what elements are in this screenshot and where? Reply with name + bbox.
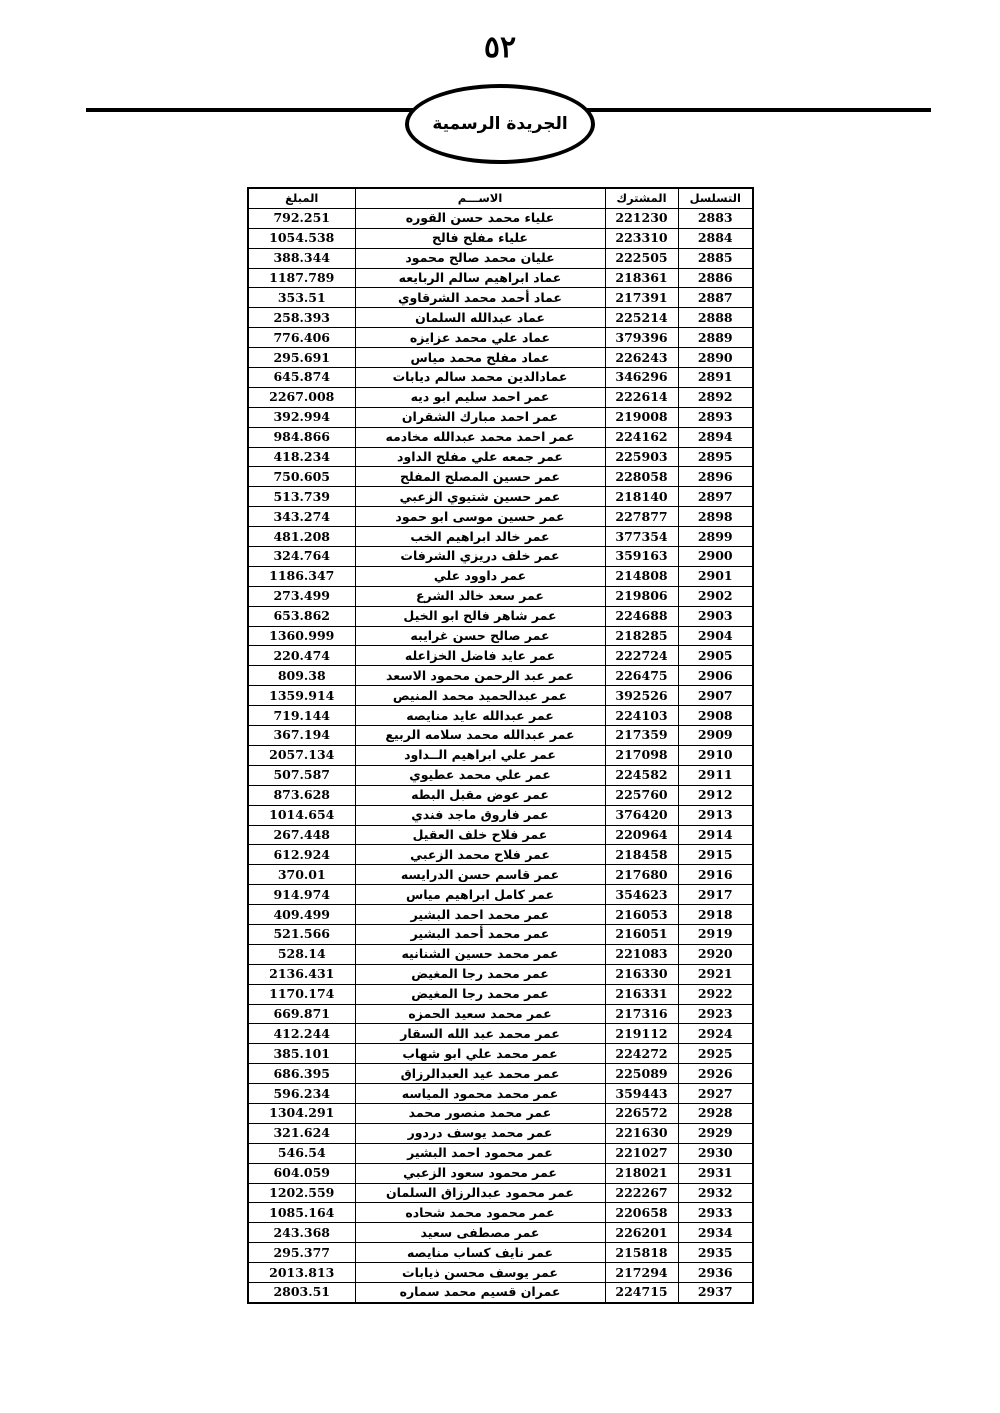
- cell-subscriber: 221027: [605, 1143, 678, 1163]
- table-row: [248, 1084, 753, 1104]
- cell-subscriber: 224272: [605, 1044, 678, 1064]
- table-row: [248, 686, 753, 706]
- table-row: [248, 1203, 753, 1223]
- cell-subscriber: 218458: [605, 845, 678, 865]
- table-row: [248, 1223, 753, 1243]
- cell-name: عمر محمد سعيد الحمزه: [355, 1004, 605, 1024]
- header-serial: التسلسل: [678, 188, 753, 208]
- cell-subscriber: 224162: [605, 427, 678, 447]
- cell-subscriber: 222724: [605, 646, 678, 666]
- cell-amount: 686.395: [248, 1064, 355, 1084]
- cell-amount: 343.274: [248, 507, 355, 527]
- cell-subscriber: 222505: [605, 248, 678, 268]
- cell-serial: 2889: [678, 328, 753, 348]
- cell-amount: 2267.008: [248, 387, 355, 407]
- cell-amount: 507.587: [248, 765, 355, 785]
- cell-subscriber: 217294: [605, 1263, 678, 1283]
- table-row: [248, 1282, 753, 1302]
- cell-serial: 2907: [678, 686, 753, 706]
- cell-name: عمر حسين موسى ابو حمود: [355, 507, 605, 527]
- table-row: [248, 328, 753, 348]
- table-row: [248, 1183, 753, 1203]
- cell-name: عمر محمد علي ابو شهاب: [355, 1044, 605, 1064]
- cell-subscriber: 225760: [605, 785, 678, 805]
- cell-name: عمر عبدالله محمد سلامه الربيع: [355, 726, 605, 746]
- masthead-oval: [405, 84, 595, 164]
- cell-subscriber: 217359: [605, 726, 678, 746]
- cell-amount: 873.628: [248, 785, 355, 805]
- cell-name: عليان محمد صالح محمود: [355, 248, 605, 268]
- cell-amount: 385.101: [248, 1044, 355, 1064]
- cell-name: عمر عوض مقبل البطه: [355, 785, 605, 805]
- table-row: [248, 765, 753, 785]
- cell-amount: 321.624: [248, 1123, 355, 1143]
- payments-table: [247, 187, 754, 1304]
- cell-name: عمادالدين محمد سالم ديابات: [355, 368, 605, 388]
- cell-subscriber: 216330: [605, 964, 678, 984]
- cell-amount: 367.194: [248, 726, 355, 746]
- cell-serial: 2919: [678, 924, 753, 944]
- table-row: [248, 288, 753, 308]
- cell-name: عمر حسين شتيوي الزعبي: [355, 487, 605, 507]
- cell-name: عمر محمد منصور محمد: [355, 1103, 605, 1123]
- cell-name: عمر كامل ابراهيم مياس: [355, 885, 605, 905]
- table-row: [248, 984, 753, 1004]
- cell-name: عمر محمد عيد العبدالرزاق: [355, 1064, 605, 1084]
- cell-amount: 776.406: [248, 328, 355, 348]
- cell-subscriber: 223310: [605, 228, 678, 248]
- table-row: [248, 865, 753, 885]
- cell-serial: 2890: [678, 348, 753, 368]
- cell-name: عمر محمود سعود الزعبي: [355, 1163, 605, 1183]
- cell-name: عمر عبد الرحمن محمود الاسعد: [355, 666, 605, 686]
- cell-name: عمر قاسم حسن الدرايسه: [355, 865, 605, 885]
- cell-name: عمر يوسف محسن ذيابات: [355, 1263, 605, 1283]
- cell-serial: 2883: [678, 208, 753, 228]
- cell-amount: 412.244: [248, 1024, 355, 1044]
- cell-subscriber: 218021: [605, 1163, 678, 1183]
- table-row: [248, 268, 753, 288]
- cell-subscriber: 218285: [605, 626, 678, 646]
- table-row: [248, 745, 753, 765]
- cell-amount: 2803.51: [248, 1282, 355, 1302]
- header-amount: المبلغ: [248, 188, 355, 208]
- cell-name: عمر صالح حسن غرايبه: [355, 626, 605, 646]
- cell-subscriber: 224688: [605, 606, 678, 626]
- table-row: [248, 706, 753, 726]
- cell-serial: 2894: [678, 427, 753, 447]
- cell-amount: 528.14: [248, 944, 355, 964]
- cell-serial: 2909: [678, 726, 753, 746]
- cell-subscriber: 221083: [605, 944, 678, 964]
- cell-amount: 295.377: [248, 1243, 355, 1263]
- cell-amount: 324.764: [248, 547, 355, 567]
- cell-subscriber: 219008: [605, 407, 678, 427]
- cell-serial: 2896: [678, 467, 753, 487]
- cell-name: عمر محمود محمد شحاده: [355, 1203, 605, 1223]
- cell-name: عمر محمد رجا المغيض: [355, 984, 605, 1004]
- cell-subscriber: 346296: [605, 368, 678, 388]
- cell-serial: 2928: [678, 1103, 753, 1123]
- cell-serial: 2929: [678, 1123, 753, 1143]
- cell-name: عماد عبدالله السلمان: [355, 308, 605, 328]
- cell-amount: 2013.813: [248, 1263, 355, 1283]
- cell-name: عماد أحمد محمد الشرقاوي: [355, 288, 605, 308]
- cell-serial: 2899: [678, 527, 753, 547]
- table-row: [248, 487, 753, 507]
- cell-subscriber: 227877: [605, 507, 678, 527]
- table-row: [248, 606, 753, 626]
- cell-serial: 2905: [678, 646, 753, 666]
- cell-amount: 513.739: [248, 487, 355, 507]
- cell-serial: 2914: [678, 825, 753, 845]
- cell-serial: 2911: [678, 765, 753, 785]
- cell-name: عمر احمد محمد عبدالله مخادمه: [355, 427, 605, 447]
- cell-serial: 2884: [678, 228, 753, 248]
- cell-amount: 409.499: [248, 905, 355, 925]
- table-row: [248, 825, 753, 845]
- cell-serial: 2912: [678, 785, 753, 805]
- cell-amount: 1359.914: [248, 686, 355, 706]
- cell-subscriber: 217098: [605, 745, 678, 765]
- table-row: [248, 964, 753, 984]
- cell-subscriber: 216053: [605, 905, 678, 925]
- cell-subscriber: 392526: [605, 686, 678, 706]
- cell-subscriber: 359163: [605, 547, 678, 567]
- cell-amount: 604.059: [248, 1163, 355, 1183]
- cell-amount: 612.924: [248, 845, 355, 865]
- table-row: [248, 1143, 753, 1163]
- cell-serial: 2915: [678, 845, 753, 865]
- cell-serial: 2885: [678, 248, 753, 268]
- cell-amount: 653.862: [248, 606, 355, 626]
- table-row: [248, 407, 753, 427]
- cell-amount: 1304.291: [248, 1103, 355, 1123]
- cell-name: عمر علي ابراهيم الــداود: [355, 745, 605, 765]
- cell-name: عمران قسيم محمد سماره: [355, 1282, 605, 1302]
- table-row: [248, 785, 753, 805]
- cell-subscriber: 221230: [605, 208, 678, 228]
- cell-amount: 1170.174: [248, 984, 355, 1004]
- cell-amount: 243.368: [248, 1223, 355, 1243]
- table-row: [248, 805, 753, 825]
- table-header-row: [248, 188, 753, 208]
- table-row: [248, 1243, 753, 1263]
- cell-subscriber: 217316: [605, 1004, 678, 1024]
- cell-amount: 1014.654: [248, 805, 355, 825]
- cell-serial: 2895: [678, 447, 753, 467]
- table-row: [248, 527, 753, 547]
- table-row: [248, 666, 753, 686]
- cell-subscriber: 228058: [605, 467, 678, 487]
- cell-name: عمر فاروق ماجد فندي: [355, 805, 605, 825]
- cell-amount: 1186.347: [248, 566, 355, 586]
- cell-serial: 2904: [678, 626, 753, 646]
- table-row: [248, 885, 753, 905]
- cell-amount: 258.393: [248, 308, 355, 328]
- cell-name: عمر فلاح خلف العقيل: [355, 825, 605, 845]
- cell-serial: 2930: [678, 1143, 753, 1163]
- cell-subscriber: 217391: [605, 288, 678, 308]
- table-row: [248, 467, 753, 487]
- cell-amount: 418.234: [248, 447, 355, 467]
- table-row: [248, 387, 753, 407]
- cell-serial: 2921: [678, 964, 753, 984]
- cell-serial: 2924: [678, 1024, 753, 1044]
- cell-amount: 370.01: [248, 865, 355, 885]
- cell-subscriber: 359443: [605, 1084, 678, 1104]
- table-row: [248, 547, 753, 567]
- table-row: [248, 447, 753, 467]
- cell-name: عمر داوود علي: [355, 566, 605, 586]
- table-row: [248, 566, 753, 586]
- cell-name: عمر سعد خالد الشرع: [355, 586, 605, 606]
- cell-name: عمر حسين المصلح المفلح: [355, 467, 605, 487]
- table-row: [248, 586, 753, 606]
- table-row: [248, 1024, 753, 1044]
- cell-amount: 1187.789: [248, 268, 355, 288]
- cell-serial: 2901: [678, 566, 753, 586]
- table-row: [248, 1123, 753, 1143]
- cell-subscriber: 226243: [605, 348, 678, 368]
- cell-name: عمر جمعه علي مفلح الداود: [355, 447, 605, 467]
- cell-subscriber: 354623: [605, 885, 678, 905]
- cell-subscriber: 225089: [605, 1064, 678, 1084]
- table-row: [248, 427, 753, 447]
- cell-serial: 2925: [678, 1044, 753, 1064]
- cell-serial: 2913: [678, 805, 753, 825]
- table-row: [248, 646, 753, 666]
- table-row: [248, 845, 753, 865]
- cell-amount: 2057.134: [248, 745, 355, 765]
- cell-serial: 2927: [678, 1084, 753, 1104]
- table-row: [248, 1163, 753, 1183]
- cell-subscriber: 216051: [605, 924, 678, 944]
- cell-name: عمر نايف كساب منايصه: [355, 1243, 605, 1263]
- cell-amount: 750.605: [248, 467, 355, 487]
- cell-subscriber: 225214: [605, 308, 678, 328]
- cell-amount: 521.566: [248, 924, 355, 944]
- cell-subscriber: 376420: [605, 805, 678, 825]
- table-row: [248, 248, 753, 268]
- cell-serial: 2897: [678, 487, 753, 507]
- cell-serial: 2888: [678, 308, 753, 328]
- cell-amount: 481.208: [248, 527, 355, 547]
- cell-serial: 2910: [678, 745, 753, 765]
- cell-amount: 546.54: [248, 1143, 355, 1163]
- cell-subscriber: 379396: [605, 328, 678, 348]
- cell-amount: 914.974: [248, 885, 355, 905]
- cell-amount: 267.448: [248, 825, 355, 845]
- table-row: [248, 507, 753, 527]
- cell-serial: 2936: [678, 1263, 753, 1283]
- cell-name: عمر فلاح محمد الزعبي: [355, 845, 605, 865]
- cell-name: عمر شاهر فالح ابو الخيل: [355, 606, 605, 626]
- cell-name: عمر احمد مبارك الشقران: [355, 407, 605, 427]
- table-row: [248, 626, 753, 646]
- table-row: [248, 905, 753, 925]
- cell-subscriber: 222614: [605, 387, 678, 407]
- cell-subscriber: 224715: [605, 1282, 678, 1302]
- cell-amount: 1360.999: [248, 626, 355, 646]
- cell-name: عمر عبدالله عايد منايصه: [355, 706, 605, 726]
- cell-subscriber: 218140: [605, 487, 678, 507]
- cell-name: عماد ابراهيم سالم الربايعه: [355, 268, 605, 288]
- cell-subscriber: 377354: [605, 527, 678, 547]
- cell-serial: 2908: [678, 706, 753, 726]
- cell-name: عمر محمد يوسف دردور: [355, 1123, 605, 1143]
- cell-serial: 2920: [678, 944, 753, 964]
- cell-subscriber: 226201: [605, 1223, 678, 1243]
- cell-amount: 984.866: [248, 427, 355, 447]
- cell-subscriber: 224103: [605, 706, 678, 726]
- table-row: [248, 726, 753, 746]
- cell-subscriber: 225903: [605, 447, 678, 467]
- cell-name: عمر محمد محمود المياسه: [355, 1084, 605, 1104]
- table-row: [248, 1263, 753, 1283]
- cell-subscriber: 224582: [605, 765, 678, 785]
- cell-amount: 809.38: [248, 666, 355, 686]
- table-body: [248, 208, 753, 1302]
- cell-amount: 719.144: [248, 706, 355, 726]
- cell-serial: 2903: [678, 606, 753, 626]
- cell-subscriber: 218361: [605, 268, 678, 288]
- cell-name: عمر عبدالحميد محمد المنيص: [355, 686, 605, 706]
- cell-subscriber: 217680: [605, 865, 678, 885]
- cell-amount: 645.874: [248, 368, 355, 388]
- header-subscriber: المشترك: [605, 188, 678, 208]
- cell-serial: 2937: [678, 1282, 753, 1302]
- cell-serial: 2902: [678, 586, 753, 606]
- cell-amount: 792.251: [248, 208, 355, 228]
- cell-name: علياء محمد حسن القوره: [355, 208, 605, 228]
- cell-name: عماد مفلح محمد مياس: [355, 348, 605, 368]
- cell-serial: 2887: [678, 288, 753, 308]
- cell-amount: 1085.164: [248, 1203, 355, 1223]
- cell-serial: 2898: [678, 507, 753, 527]
- cell-name: عمر محمود احمد البشير: [355, 1143, 605, 1163]
- cell-serial: 2916: [678, 865, 753, 885]
- masthead-title: الجريدة الرسمية: [432, 114, 568, 134]
- table-row: [248, 1004, 753, 1024]
- cell-serial: 2893: [678, 407, 753, 427]
- table-row: [248, 1044, 753, 1064]
- header-name: الاســـم: [355, 188, 605, 208]
- cell-serial: 2935: [678, 1243, 753, 1263]
- cell-name: عماد علي محمد عزايزه: [355, 328, 605, 348]
- cell-subscriber: 220964: [605, 825, 678, 845]
- cell-amount: 353.51: [248, 288, 355, 308]
- cell-serial: 2917: [678, 885, 753, 905]
- cell-serial: 2926: [678, 1064, 753, 1084]
- cell-subscriber: 226475: [605, 666, 678, 686]
- cell-amount: 596.234: [248, 1084, 355, 1104]
- cell-amount: 388.344: [248, 248, 355, 268]
- table-row: [248, 1103, 753, 1123]
- cell-subscriber: 215818: [605, 1243, 678, 1263]
- cell-name: عمر محمد عبد الله السقار: [355, 1024, 605, 1044]
- cell-subscriber: 220658: [605, 1203, 678, 1223]
- cell-name: عمر محمد أحمد البشير: [355, 924, 605, 944]
- table-row: [248, 924, 753, 944]
- cell-subscriber: 219112: [605, 1024, 678, 1044]
- cell-amount: 273.499: [248, 586, 355, 606]
- cell-name: عمر خلف دريزي الشرفات: [355, 547, 605, 567]
- table-row: [248, 308, 753, 328]
- cell-serial: 2932: [678, 1183, 753, 1203]
- cell-serial: 2891: [678, 368, 753, 388]
- cell-serial: 2933: [678, 1203, 753, 1223]
- cell-subscriber: 226572: [605, 1103, 678, 1123]
- cell-serial: 2934: [678, 1223, 753, 1243]
- cell-serial: 2906: [678, 666, 753, 686]
- cell-serial: 2918: [678, 905, 753, 925]
- page-number: ٥٢: [483, 30, 517, 65]
- cell-serial: 2886: [678, 268, 753, 288]
- cell-name: علياء مفلح فالح: [355, 228, 605, 248]
- cell-amount: 1202.559: [248, 1183, 355, 1203]
- cell-name: عمر احمد سليم ابو ديه: [355, 387, 605, 407]
- cell-subscriber: 216331: [605, 984, 678, 1004]
- cell-name: عمر محمد احمد البشير: [355, 905, 605, 925]
- cell-amount: 669.871: [248, 1004, 355, 1024]
- cell-amount: 2136.431: [248, 964, 355, 984]
- cell-name: عمر عايد فاضل الخزاعله: [355, 646, 605, 666]
- cell-amount: 220.474: [248, 646, 355, 666]
- cell-amount: 392.994: [248, 407, 355, 427]
- cell-serial: 2892: [678, 387, 753, 407]
- cell-serial: 2931: [678, 1163, 753, 1183]
- cell-name: عمر محمود عبدالرزاق السلمان: [355, 1183, 605, 1203]
- table-row: [248, 368, 753, 388]
- table-row: [248, 208, 753, 228]
- cell-name: عمر محمد رجا المغيض: [355, 964, 605, 984]
- cell-name: عمر خالد ابراهيم الخب: [355, 527, 605, 547]
- cell-name: عمر مصطفى سعيد: [355, 1223, 605, 1243]
- cell-name: عمر محمد حسين الشنانيه: [355, 944, 605, 964]
- cell-serial: 2900: [678, 547, 753, 567]
- cell-subscriber: 214808: [605, 566, 678, 586]
- table-row: [248, 348, 753, 368]
- table-row: [248, 228, 753, 248]
- cell-serial: 2923: [678, 1004, 753, 1024]
- table-row: [248, 944, 753, 964]
- table-row: [248, 1064, 753, 1084]
- cell-name: عمر علي محمد عطيوي: [355, 765, 605, 785]
- cell-subscriber: 222267: [605, 1183, 678, 1203]
- cell-subscriber: 219806: [605, 586, 678, 606]
- cell-subscriber: 221630: [605, 1123, 678, 1143]
- cell-amount: 1054.538: [248, 228, 355, 248]
- cell-serial: 2922: [678, 984, 753, 1004]
- cell-amount: 295.691: [248, 348, 355, 368]
